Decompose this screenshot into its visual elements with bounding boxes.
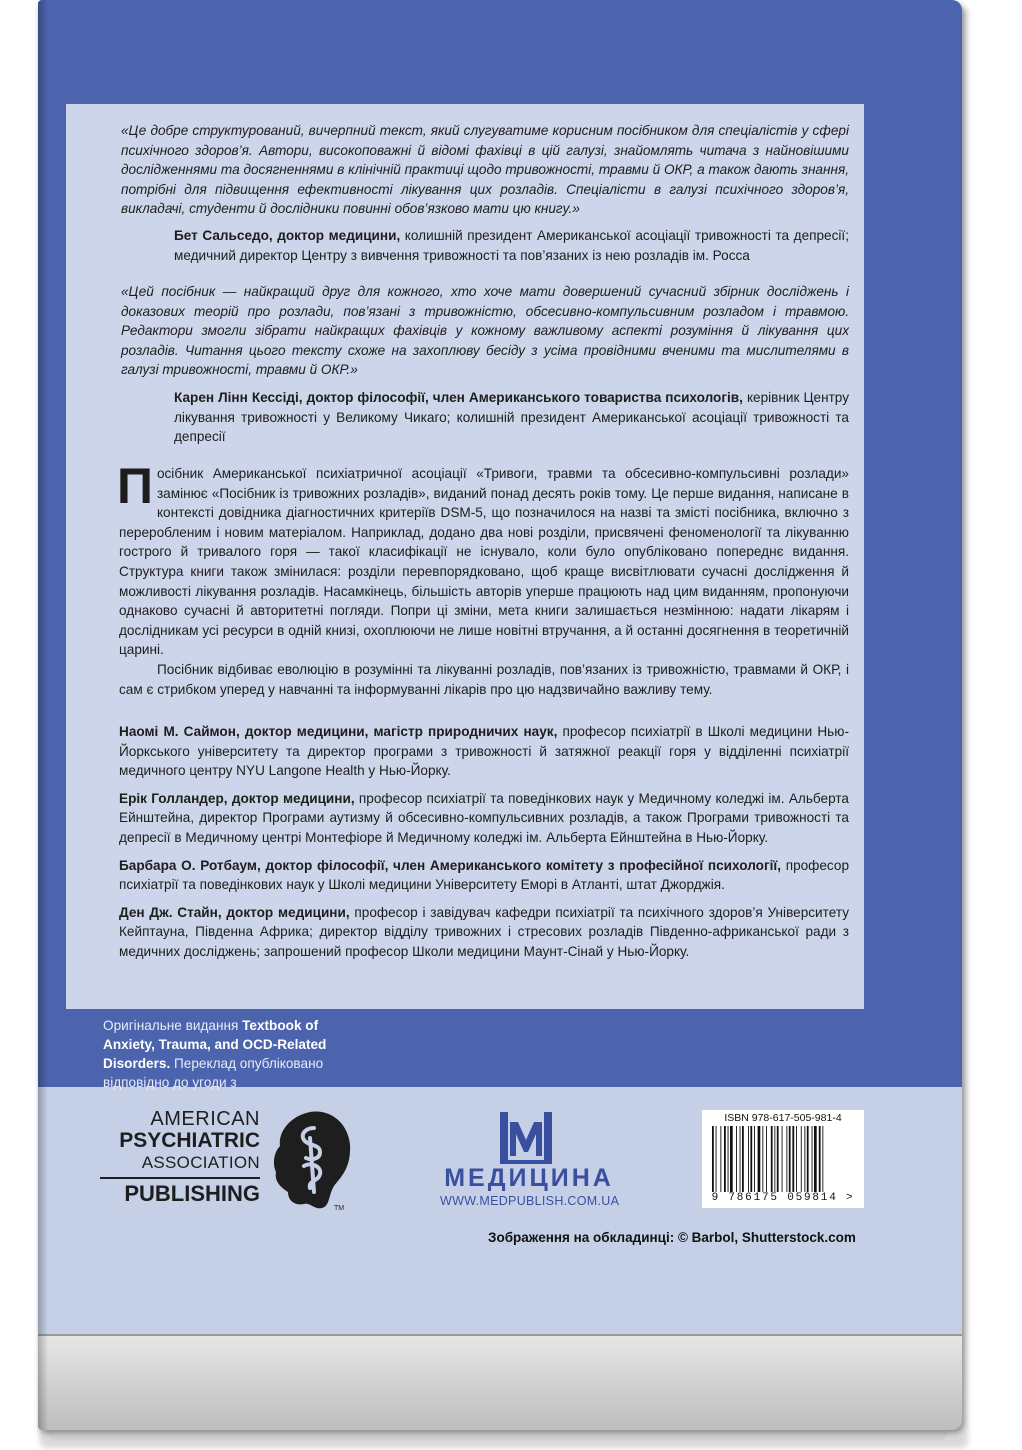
barcode-bar xyxy=(754,1126,755,1192)
description-p1-text: осібник Американської психіатричної асоціації «Тривоги, травми та обсесивно-компульсивні розлади» замінює «Посібник із тривожних розладів», виданий понад десять років тому. Це перше видання, написане в контексті довідника діагностичних критеріїв DSM-5, що позначилося на назві та змісті посібника, включно з переробленим і новим матеріалом. Наприклад, додано два нові розділи, присвячені феноменології та лікуванню гострого й тривалого горя — такої класифікації не існувало, коли було опубліковано попереднє видання. Структура книги також змінилася: розділи перевпорядковано, щоб краще висвітлювати сучасні дослідження й можливості лікування розладів. Насамкінець, більшість авторів уперше працюють над цим виданням, пропонуючи однаково сучасні й авторитетні погляди. Попри ці зміни, мета книги залишається незмінною: надати лікарям і дослідникам усі ресурси в одній книзі, охоплюючи не лише новітні втручання, а й останні досягнення в теоретичній царині. xyxy=(119,466,849,658)
apa-line-1: AMERICAN xyxy=(150,1108,260,1130)
barcode-bar xyxy=(804,1126,805,1192)
barcode-bar xyxy=(748,1126,749,1192)
quote-2: «Цей посібник — найкращий друг для кожного, хто хоче мати довершений сучасний збірник досліджень і доказових теорій про розлади, пов’язані з тривожністю, обсесивно-компульсивним розладом і травмою. Редактори змогли зібрати найкращих фахівців у кожному важливому аспекті розуміння й лікування цих розладів. Читання цього тексту схоже на захоплюву бесіду з усіма провідними вченими та мислителями в галузі тривожності, травми й ОКР.» xyxy=(121,284,849,378)
cover-image-credit: Зображення на обкладинці: © Barbol, Shutterstock.com xyxy=(488,1230,856,1245)
barcode-bar xyxy=(814,1126,817,1192)
editor-simon xyxy=(119,722,849,781)
isbn-text: ISBN 978-617-505-981-4 xyxy=(724,1112,842,1124)
medytsyna-logo-icon xyxy=(498,1110,554,1166)
barcode-bar xyxy=(801,1126,802,1192)
barcode-bar xyxy=(716,1126,717,1192)
quote-1-author: Бет Сальседо, доктор медицини, xyxy=(174,228,401,243)
editors-list xyxy=(119,722,849,962)
editor-bio: професор психіатрії та поведінкових наук у Медичному коледжі ім. Альберта Ейнштейна, директор Програми аутизму й обсесивно-компульсивних розладів, а також Програми тривожності та депресії в Медичному центрі Монтефіоре й Медичному коледжі ім. Альберта Ейнштейна в Нью-Йорку. xyxy=(119,790,849,845)
editor-bio: професор психіатрії та поведінкових наук у Школі медицини Університету Еморі в Атланті, штат Джорджія. xyxy=(119,857,850,893)
editor-rothbaum xyxy=(119,856,849,895)
barcode-bar xyxy=(777,1126,779,1192)
editor-stein xyxy=(119,903,849,962)
barcode-bar xyxy=(782,1126,783,1192)
apa-caduceus-icon xyxy=(270,1108,354,1212)
editor-name: Ден Дж. Стайн, доктор медицини, xyxy=(119,904,350,920)
apa-publishing-logo xyxy=(100,1108,260,1207)
cover-bottom-edge xyxy=(38,1334,962,1430)
quote-2-role: керівник Центру лікування тривожності у Великому Чикаго; колишній президент Американської асоціації тривожності та депресії xyxy=(174,390,850,445)
barcode-bar xyxy=(789,1126,791,1192)
barcode-bar xyxy=(766,1126,767,1192)
description-paragraph-1 xyxy=(117,458,849,660)
apa-line-2: PSYCHIATRIC xyxy=(119,1129,260,1152)
quote-2-attribution xyxy=(174,388,849,447)
barcode-bar xyxy=(771,1126,773,1192)
barcode-bar xyxy=(796,1126,797,1192)
barcode-bar xyxy=(742,1126,744,1192)
barcode-bar xyxy=(758,1126,761,1192)
quote-1: «Це добре структурований, вичерпний текст, який слугуватиме корисним посібником для спеціалістів у сфері психічного здоров’я. Автори, високоповажні й відомі фахівці в цій галузі, знайомлять читача з найновішими дослідженнями та досягненнями в клінічній практиці щодо тривожності, травми й ОКР, а також дають знання, потрібні для підвищення ефективності лікування цих розладів. Спеціалісти в галузі психічного здоров’я, викладачі, студенти й дослідники повинні обов’язково мати цю книгу.» xyxy=(121,123,849,217)
publisher-name: МЕДИЦИНА xyxy=(444,1164,614,1192)
barcode-bar xyxy=(736,1126,737,1192)
quote-2-author: Карен Лінн Кессіді, доктор філософії, член Американського товариства психологів, xyxy=(174,390,743,405)
barcode-bar xyxy=(720,1126,721,1192)
description-paragraph-2: Посібник відбиває еволюцію в розумінні та лікуванні розладів, пов’язаних із тривожністю, травмами й ОКР, і сам є стрибком уперед у навчанні та інформуванні лікарів про цю надзвичайно важливу тему. xyxy=(119,661,849,697)
barcode-bar xyxy=(792,1126,794,1192)
editor-name: Наомі М. Саймон, доктор медицини, магістр природничих наук, xyxy=(119,724,558,739)
barcode-bar xyxy=(819,1126,821,1192)
barcode-bar xyxy=(712,1126,714,1192)
apa-tm: TM xyxy=(334,1205,345,1212)
original-title: Textbook of Anxiety, Trauma, and OCD-Related Disorders. xyxy=(103,1018,327,1071)
quote-1-role: колишній президент Американської асоціації тривожності та депресії; медичний директор Центру з вивчення тривожності та пов’язаних із нею розладів ім. Росса xyxy=(174,228,849,263)
barcode-digits: 9 786175 059814 > xyxy=(711,1192,855,1204)
apa-line-3: ASSOCIATION xyxy=(141,1153,260,1172)
barcode-bar xyxy=(807,1126,809,1192)
barcode-bar xyxy=(774,1126,775,1192)
spine-shadow xyxy=(38,0,48,1430)
barcode-bar xyxy=(786,1126,787,1192)
description xyxy=(117,458,849,699)
barcode-bar xyxy=(812,1126,813,1192)
barcode-bar xyxy=(740,1126,741,1192)
editor-bio: професор і завідувач кафедри психіатрії та психічного здоров’я Університету Кейптауна, Південна Африка; директор відділу тривожних і стресових розладів Південно-африканської ради з медичних досліджень; запрошений професор Школи медицини Маунт-Сінай у Нью-Йорку. xyxy=(119,904,850,959)
quote-1-attribution xyxy=(174,226,849,265)
publisher-url: WWW.MEDPUBLISH.COM.UA xyxy=(440,1194,620,1208)
editor-hollander xyxy=(119,789,849,848)
apa-line-4: PUBLISHING xyxy=(100,1177,260,1207)
editor-bio: професор психіатрії в Школі медицини Нью-Йоркського університету та директор програми з тривожності й затяжної реакції горя у відділенні психіатрії медичного центру NYU Langone Health у Нью-Йорку. xyxy=(119,724,849,779)
drop-cap: П xyxy=(117,458,153,514)
barcode-bar xyxy=(730,1126,733,1192)
barcode-bar xyxy=(724,1126,726,1192)
editor-name: Ерік Голландер, доктор медицини, xyxy=(119,790,355,806)
barcode-bar xyxy=(822,1126,823,1192)
original-suffix: Переклад опубліковано відповідно до угоди з xyxy=(103,1056,324,1090)
barcode-bar xyxy=(728,1126,729,1192)
isbn-barcode xyxy=(702,1110,864,1208)
barcode-bars xyxy=(712,1126,856,1192)
barcode-bar xyxy=(750,1126,752,1192)
editor-name: Барбара О. Ротбаум, доктор філософії, член Американського комітету з професійної психології, xyxy=(119,857,781,873)
original-edition-note xyxy=(103,1016,353,1092)
barcode-bar xyxy=(762,1126,763,1192)
original-prefix: Оригінальне видання xyxy=(103,1018,243,1033)
